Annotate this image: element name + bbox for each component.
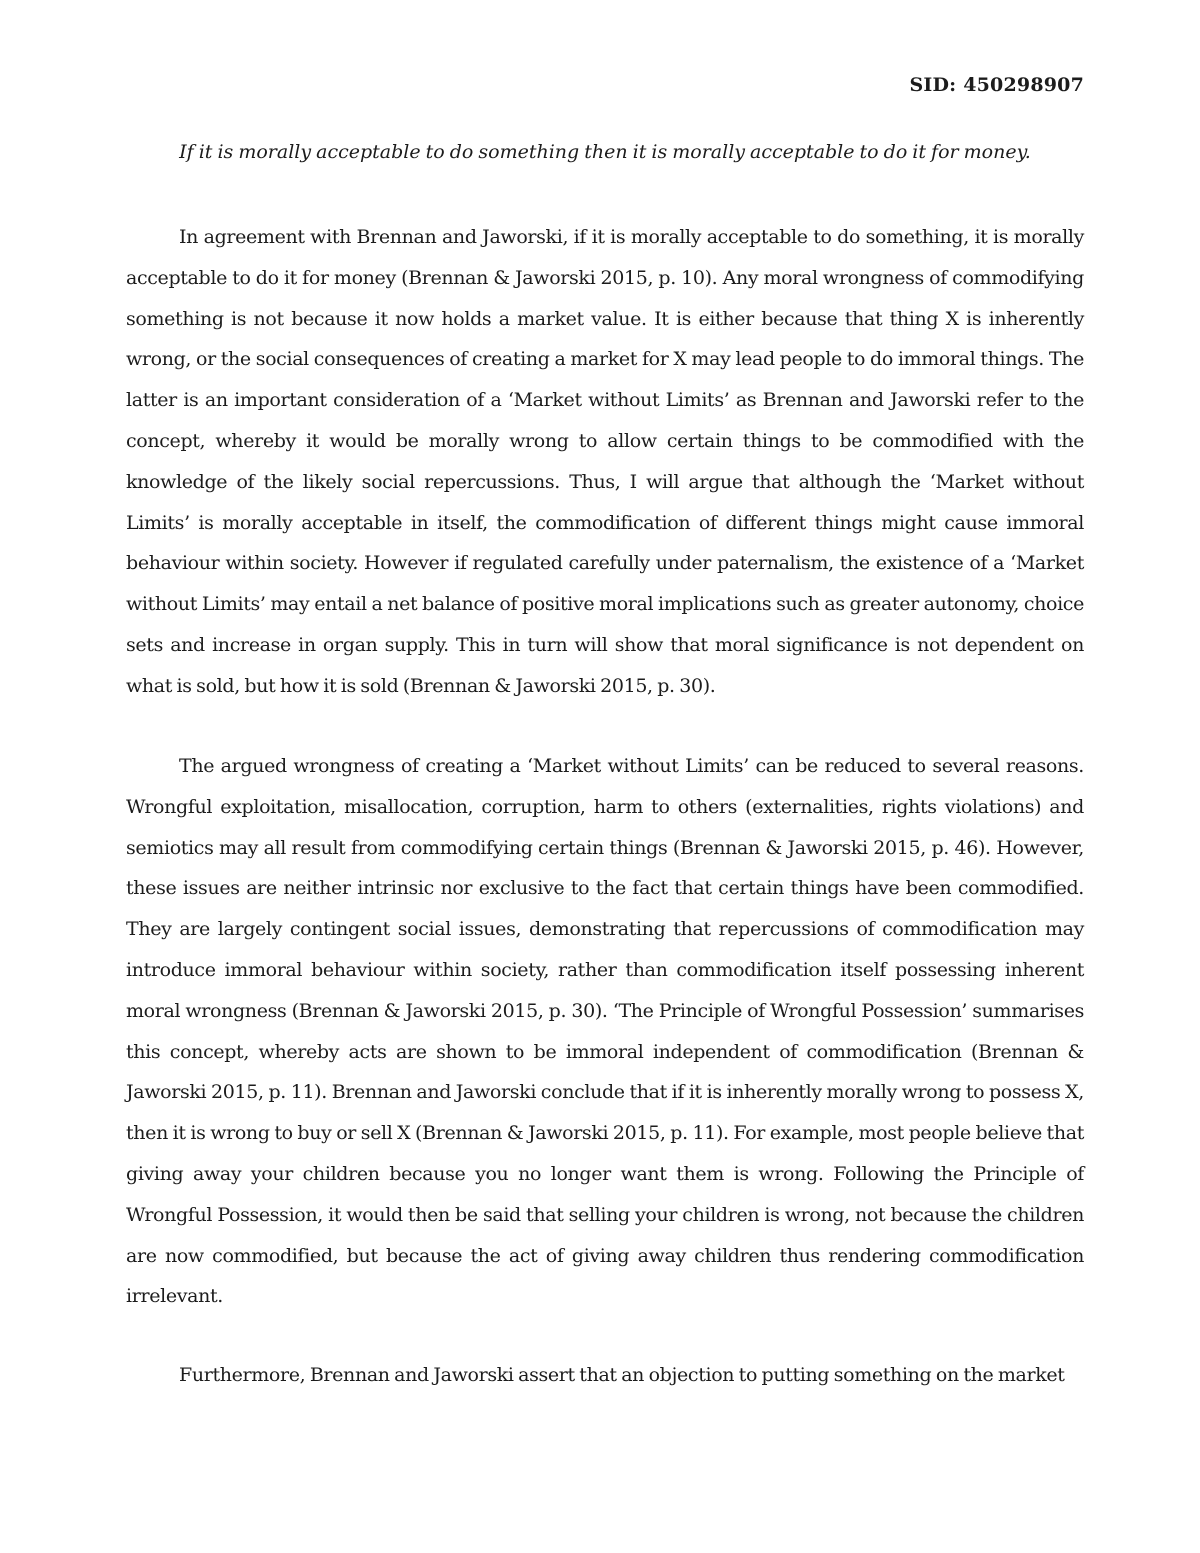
paragraph: In agreement with Brennan and Jaworski, if it is morally acceptable to do something, it is morally acceptable to do it for money (Brennan & Jaworski 2015, p. 10). Any moral wrongness of commodifying something is not because it now holds a market value. It is either because that thing X is inherently wrong, or the social consequences of creating a market for X may lead people to do immoral things. The latter is an important consideration of a ‘Market without Limits’ as Brennan and Jaworski refer to the concept, whereby it would be morally wrong to allow certain things to be commodified with the knowledge of the likely social repercussions. Thus, I will argue that although the ‘Market without Limits’ is morally acceptable in itself, the commodification of different things might cause immoral behaviour within society. However if regulated carefully under paternalism, the existence of a ‘Market without Limits’ may entail a net balance of positive moral implications such as greater autonomy, choice sets and increase in organ supply. This in turn will show that moral significance is not dependent on what is sold, but how it is sold (Brennan & Jaworski 2015, p. 30). bbox=[126, 226, 1084, 697]
student-id: SID: 450298907 bbox=[909, 74, 1084, 96]
paragraph-block-3 bbox=[126, 1355, 1084, 1396]
paragraph: The argued wrongness of creating a ‘Market without Limits’ can be reduced to several reasons. Wrongful exploitation, misallocation, corruption, harm to others (externalities, rights violations) and semiotics may all result from commodifying certain things (Brennan & Jaworski 2015, p. 46). However, these issues are neither intrinsic nor exclusive to the fact that certain things have been commodified. They are largely contingent social issues, demonstrating that repercussions of commodification may introduce immoral behaviour within society, rather than commodification itself possessing inherent moral wrongness (Brennan & Jaworski 2015, p. 30). ‘The Principle of Wrongful Possession’ summarises this concept, whereby acts are shown to be immoral independent of commodification (Brennan & Jaworski 2015, p. 11). Brennan and Jaworski conclude that if it is inherently morally wrong to possess X, then it is wrong to buy or sell X (Brennan & Jaworski 2015, p. 11). For example, most people believe that giving away your children because you no longer want them is wrong. Following the Principle of Wrongful Possession, it would then be said that selling your children is wrong, not because the children are now commodified, but because the act of giving away children thus rendering commodification irrelevant. bbox=[126, 755, 1084, 1308]
paragraph-block-2 bbox=[126, 746, 1084, 1358]
essay-title: If it is morally acceptable to do something then it is morally acceptable to do it for money. bbox=[179, 141, 1031, 163]
paragraph: Furthermore, Brennan and Jaworski assert that an objection to putting something on the market bbox=[179, 1364, 1065, 1386]
paragraph-block-1 bbox=[126, 217, 1084, 747]
